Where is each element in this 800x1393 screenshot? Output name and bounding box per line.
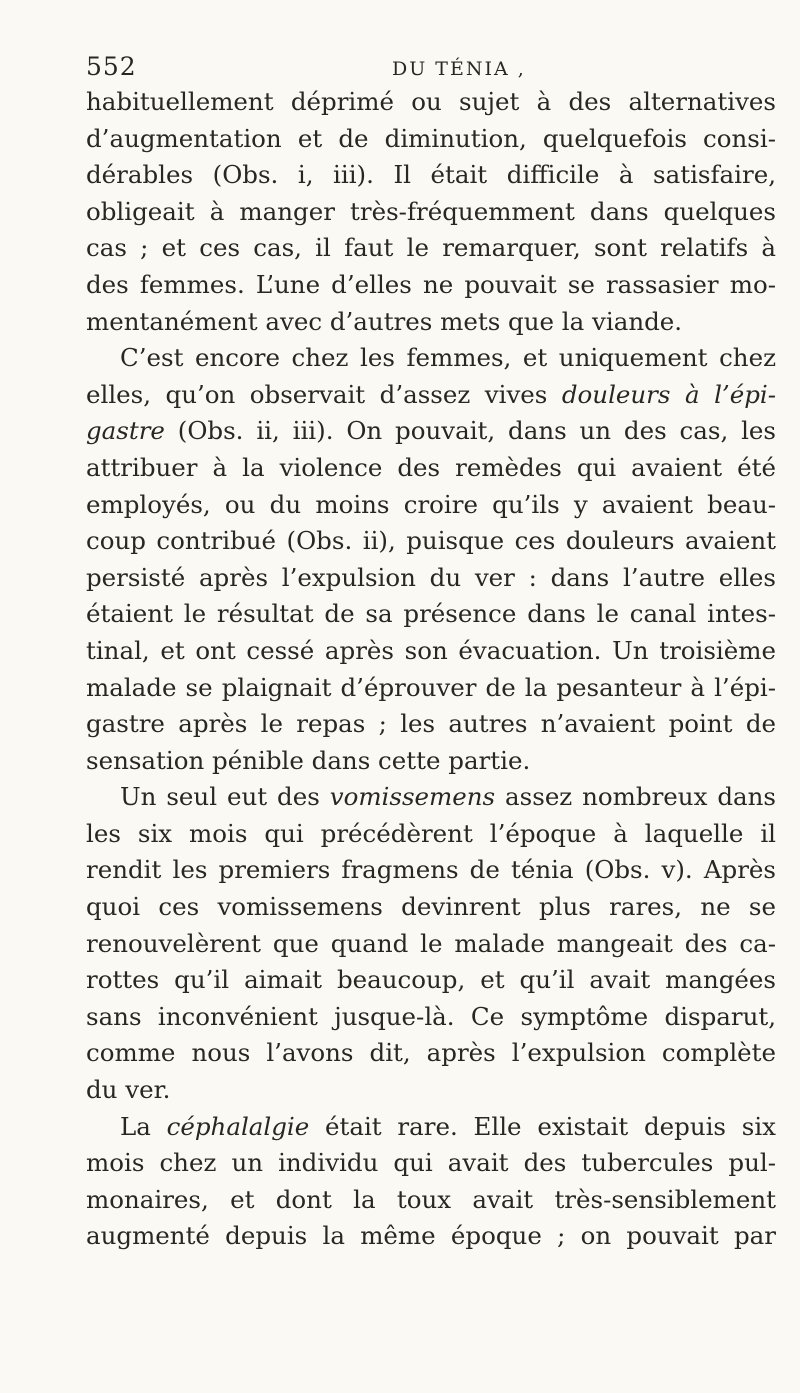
paragraph (86, 84, 776, 340)
text-line: gastre après le repas ; les autres n’avaient point de (86, 709, 776, 739)
text-line: monaires, et dont la toux avait très-sensiblement (86, 1184, 776, 1214)
text-line: malade se plaignait d’éprouver de la pesanteur à l’épi- (86, 672, 776, 702)
italic-term: gastre (86, 416, 165, 446)
text-line: habituellement déprimé ou sujet à des alternatives (86, 87, 776, 116)
text-line: du ver. (86, 1075, 171, 1105)
text-line: sans inconvénient jusque-là. Ce symptôme disparut, (86, 1001, 776, 1031)
text-line: mois chez un individu qui avait des tubercules pul- (86, 1148, 776, 1178)
paragraph (86, 340, 776, 779)
italic-term: céphalalgie (166, 1111, 310, 1141)
text-line: employés, ou du moins croire qu’ils y avaient beau- (86, 489, 776, 519)
text-line: coup contribué (Obs. ii), puisque ces douleurs avaient (86, 526, 776, 556)
text-line: rottes qu’il aimait beaucoup, et qu’il avait mangées (86, 965, 776, 995)
text-line: attribuer à la violence des remèdes qui avaient été (86, 452, 776, 482)
text-line: quoi ces vomissemens devinrent plus rares, ne se (86, 892, 776, 922)
text-line: C’est encore chez les femmes, et uniquement chez (120, 343, 776, 373)
text-line: cas ; et ces cas, il faut le remarquer, sont relatifs à (86, 233, 776, 263)
body-text (86, 84, 776, 1255)
page-number: 552 (86, 52, 137, 81)
running-title: DU TÉNIA , (392, 58, 526, 80)
text-line: Un seul eut des vomissemens assez nombreux dans (120, 782, 776, 812)
text-line: renouvelèrent que quand le malade mangeait des ca- (86, 928, 776, 958)
italic-term: vomissemens (329, 782, 496, 812)
italic-term: douleurs à l’épi- (561, 379, 776, 409)
text-line: étaient le résultat de sa présence dans le canal intes- (86, 599, 776, 629)
text-line: dérables (Obs. i, iii). Il était difficile à satisfaire, (86, 160, 776, 190)
text-line: d’augmentation et de diminution, quelquefois consi- (86, 123, 776, 153)
text-line: elles, qu’on observait d’assez vives douleurs à l’épi- (86, 379, 776, 409)
text-line: mentanément avec d’autres mets que la viande. (86, 306, 683, 336)
paragraph (86, 1109, 776, 1255)
text-line: augmenté depuis la même époque ; on pouvait par (86, 1221, 776, 1251)
text-line: comme nous l’avons dit, après l’expulsion complète (86, 1038, 776, 1068)
text-line: les six mois qui précédèrent l’époque à laquelle il (86, 818, 776, 848)
text-line: obligeait à manger très-fréquemment dans quelques (86, 196, 776, 226)
text-line: des femmes. L’une d’elles ne pouvait se rassasier mo- (86, 269, 776, 299)
text-line: sensation pénible dans cette partie. (86, 745, 531, 775)
paragraph (86, 779, 776, 1108)
text-line: La céphalalgie était rare. Elle existait depuis six (120, 1111, 776, 1141)
text-line: persisté après l’expulsion du ver : dans l’autre elles (86, 562, 776, 592)
text-line: rendit les premiers fragmens de ténia (Obs. v). Après (86, 855, 776, 885)
text-line: gastre (Obs. ii, iii). On pouvait, dans un des cas, les (86, 416, 776, 446)
text-line: tinal, et ont cessé après son évacuation. Un troisième (86, 635, 776, 665)
